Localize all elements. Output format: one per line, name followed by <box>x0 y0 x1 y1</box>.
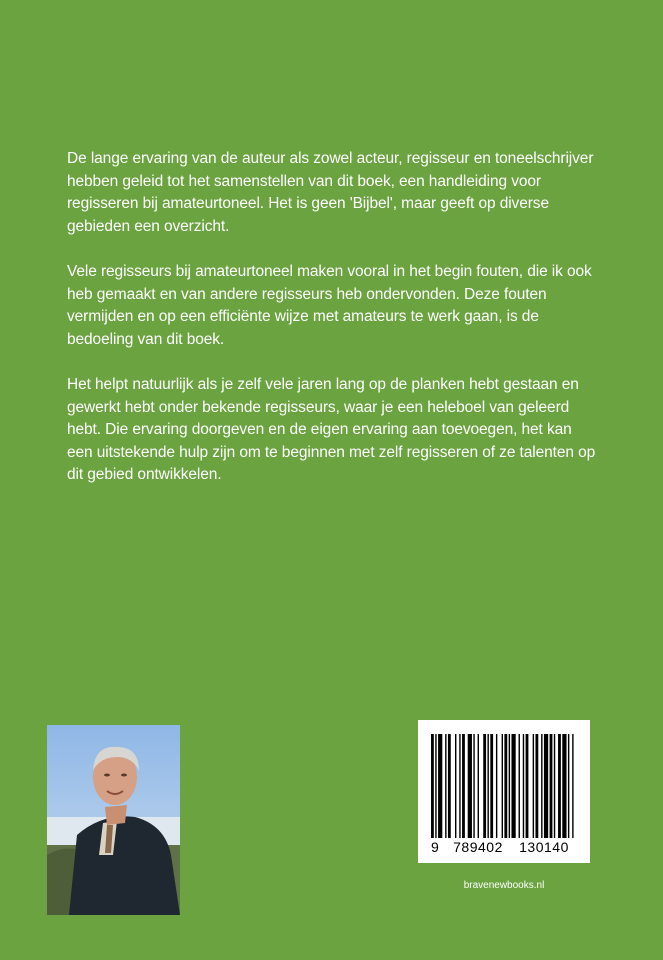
barcode-bar <box>483 734 486 838</box>
barcode-bar <box>526 734 529 838</box>
barcode-bar <box>504 734 507 838</box>
barcode-bar <box>544 734 548 838</box>
barcode-bar <box>468 734 472 838</box>
barcode-bar <box>550 734 553 838</box>
barcode-prefix: 9 <box>431 839 440 855</box>
barcode-bar <box>490 734 493 838</box>
barcode-bar <box>438 734 442 838</box>
barcode-bar <box>462 734 465 838</box>
barcode-bar <box>511 734 515 838</box>
barcode-bar <box>519 734 520 838</box>
barcode-bar <box>473 734 474 838</box>
barcode-left-group: 789402 <box>453 839 503 855</box>
barcode-bar <box>487 734 488 838</box>
blurb-text <box>67 148 597 510</box>
barcode-right-group: 130140 <box>519 839 569 855</box>
blurb-paragraph-2: Vele regisseurs bij amateurtoneel maken vooral in het begin fouten, die ik ook heb gemaakt en van andere regisseurs heb ondervonden. Deze fouten vermijden en op een efficiënte wijze met amateurs te werk gaan, is de bedoeling van dit boek. <box>67 263 592 348</box>
barcode-bar <box>535 734 538 838</box>
isbn-barcode <box>418 720 590 863</box>
barcode-number <box>418 839 590 855</box>
barcode-bar <box>533 734 534 838</box>
barcode-bar <box>478 734 479 838</box>
barcode-bar <box>435 734 436 838</box>
barcode-bar <box>562 734 566 838</box>
publisher-url: bravenewbooks.nl <box>463 880 545 891</box>
barcode-bar <box>509 734 510 838</box>
barcode-bar <box>572 734 573 838</box>
barcode-bar <box>554 734 555 838</box>
barcode-bars <box>431 734 575 838</box>
barcode-bar <box>448 734 451 838</box>
barcode-bar <box>445 734 446 838</box>
barcode-bar <box>455 734 456 838</box>
barcode-bar <box>568 734 569 838</box>
blurb-paragraph-3: Het helpt natuurlijk als je zelf vele jaren lang op de planken hebt gestaan en gewerkt hebt onder bekende regisseurs, waar je een heleboel van geleerd hebt. Die ervaring doorgeven en de eigen ervaring aan toevoegen, het kan een uitstekende hulp zijn om te beginnen met zelf regisseren of ze talenten op dit gebied ontwikkelen. <box>67 376 596 483</box>
blurb-paragraph-1: De lange ervaring van de auteur als zowel acteur, regisseur en toneelschrijver hebben geleid tot het samenstellen van dit boek, een handleiding voor regisseren bij amateurtoneel. Het is geen 'Bijbel', maar geeft op diverse gebieden een overzicht. <box>67 150 594 235</box>
barcode-bar <box>558 734 561 838</box>
author-photo <box>47 725 180 915</box>
barcode-bar <box>431 734 434 838</box>
barcode-bar <box>502 734 503 838</box>
barcode-bar <box>496 734 497 838</box>
barcode-bar <box>459 734 460 838</box>
barcode-bar <box>523 734 524 838</box>
barcode-bar <box>541 734 542 838</box>
